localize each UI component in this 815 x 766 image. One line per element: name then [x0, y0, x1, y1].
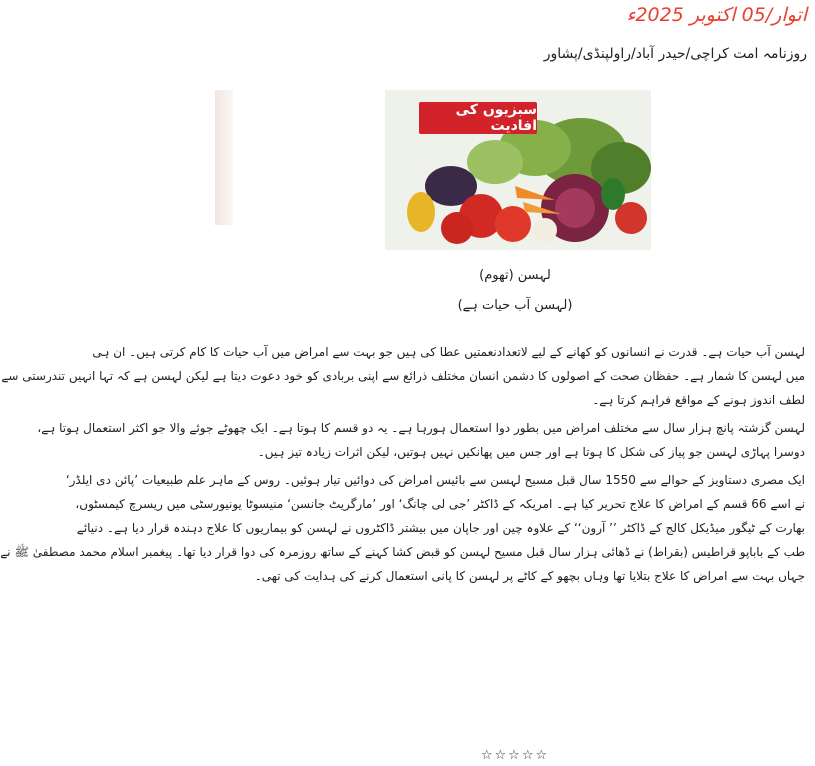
paragraph-line: طب کے باباپو قراطیس (بقراط) نے ڈھائی ہزار سال قبل مسیح لہسن کو قبض کشا کہنے کے ساتھ روزمرہ کی دوا قرار دیا تھا۔ پیغمبر اسلام محمد مصطفیٰ ﷺ نے: [0, 545, 805, 559]
paragraph-line: دوسرا پہاڑی لہسن جو پیاز کی شکل کا ہوتا ہے اور جس میں پھانکیں نہیں ہوتیں، لیکن اثرات زیادہ تیز ہیں۔: [257, 445, 805, 459]
paragraph-line: جہاں بہت سے امراض کا علاج بتلایا تھا وہاں بچھو کے کاٹے پر لہسن کا پانی استعمال کرنے کی ہدایت کی تھی۔: [254, 569, 805, 583]
article-paragraph: [1, 340, 805, 412]
paragraph-line: لہسن آب حیات ہے۔ قدرت نے انسانوں کو کھانے کے لیے لاتعدادنعمتیں عطا کی ہیں جو بہت سے امراض میں آب حیات کا کام کرتی ہیں۔ ان ہی: [92, 345, 805, 359]
article-paragraph: [0, 468, 805, 588]
paragraph-line: لطف اندوز ہونے کے مواقع فراہم کرتا ہے۔: [592, 393, 805, 407]
paragraph-line: ایک مصری دستاویز کے حوالے سے 1550 سال قبل مسیح لہسن سے بائیس امراض کی دوائیں تیار ہوئیں۔ روس کے ماہر علم طبیعیات ’پائن دی ایلڈر‘: [65, 473, 805, 487]
paragraph-line: لہسن گزشتہ پانچ ہزار سال سے مختلف امراض میں بطور دوا استعمال ہورہا ہے۔ یہ دو قسم کا ہوتا ہے۔ ایک چھوٹے جوئے والا جو اکثر استعمال ہوتا ہے،: [37, 421, 805, 435]
banner-label: سبزیوں کی افادیت: [419, 102, 537, 134]
side-image-fragment: [215, 90, 233, 225]
paragraph-line: میں لہسن کا شمار ہے۔ حفظان صحت کے اصولوں کا دشمن انسان مختلف ذرائع سے اپنی بربادی کو خود دعوت دیتا ہے لیکن لہسن ہے کہ تہا انہیں تندرستی سے: [1, 369, 805, 383]
paragraph-line: بھارت کے ٹیگور میڈیکل کالج کے ڈاکٹر ’’ آرون‘‘ کے علاوہ چین اور جاپان میں بیشتر ڈاکٹروں نے لہسن کو بیماریوں کا علاج دہندہ قرار دیا ہے۔ دنیائے: [76, 521, 805, 535]
end-stars: ☆☆☆☆☆: [480, 748, 550, 763]
vegetables-banner-image: [385, 90, 651, 250]
paragraph-line: نے اسے 66 قسم کے امراض کا علاج تحریر کیا ہے۔ امریکہ کے ڈاکٹر ’جی لی چانگ‘ اور ’مارگریٹ جانسن‘ منیسوٹا یونیورسٹی میں ریسرچ کیمسٹوں،: [75, 497, 805, 511]
article-title: لہسن (تھوم): [479, 268, 551, 283]
article-paragraph: [37, 416, 805, 464]
publication-date: اتوار/05 اکتوبر 2025ء: [626, 4, 807, 26]
newspaper-source: روزنامہ امت کراچی/حیدر آباد/راولپنڈی/پشاور: [543, 46, 807, 62]
article-subtitle: (لہسن آب حیات ہے): [457, 298, 573, 313]
